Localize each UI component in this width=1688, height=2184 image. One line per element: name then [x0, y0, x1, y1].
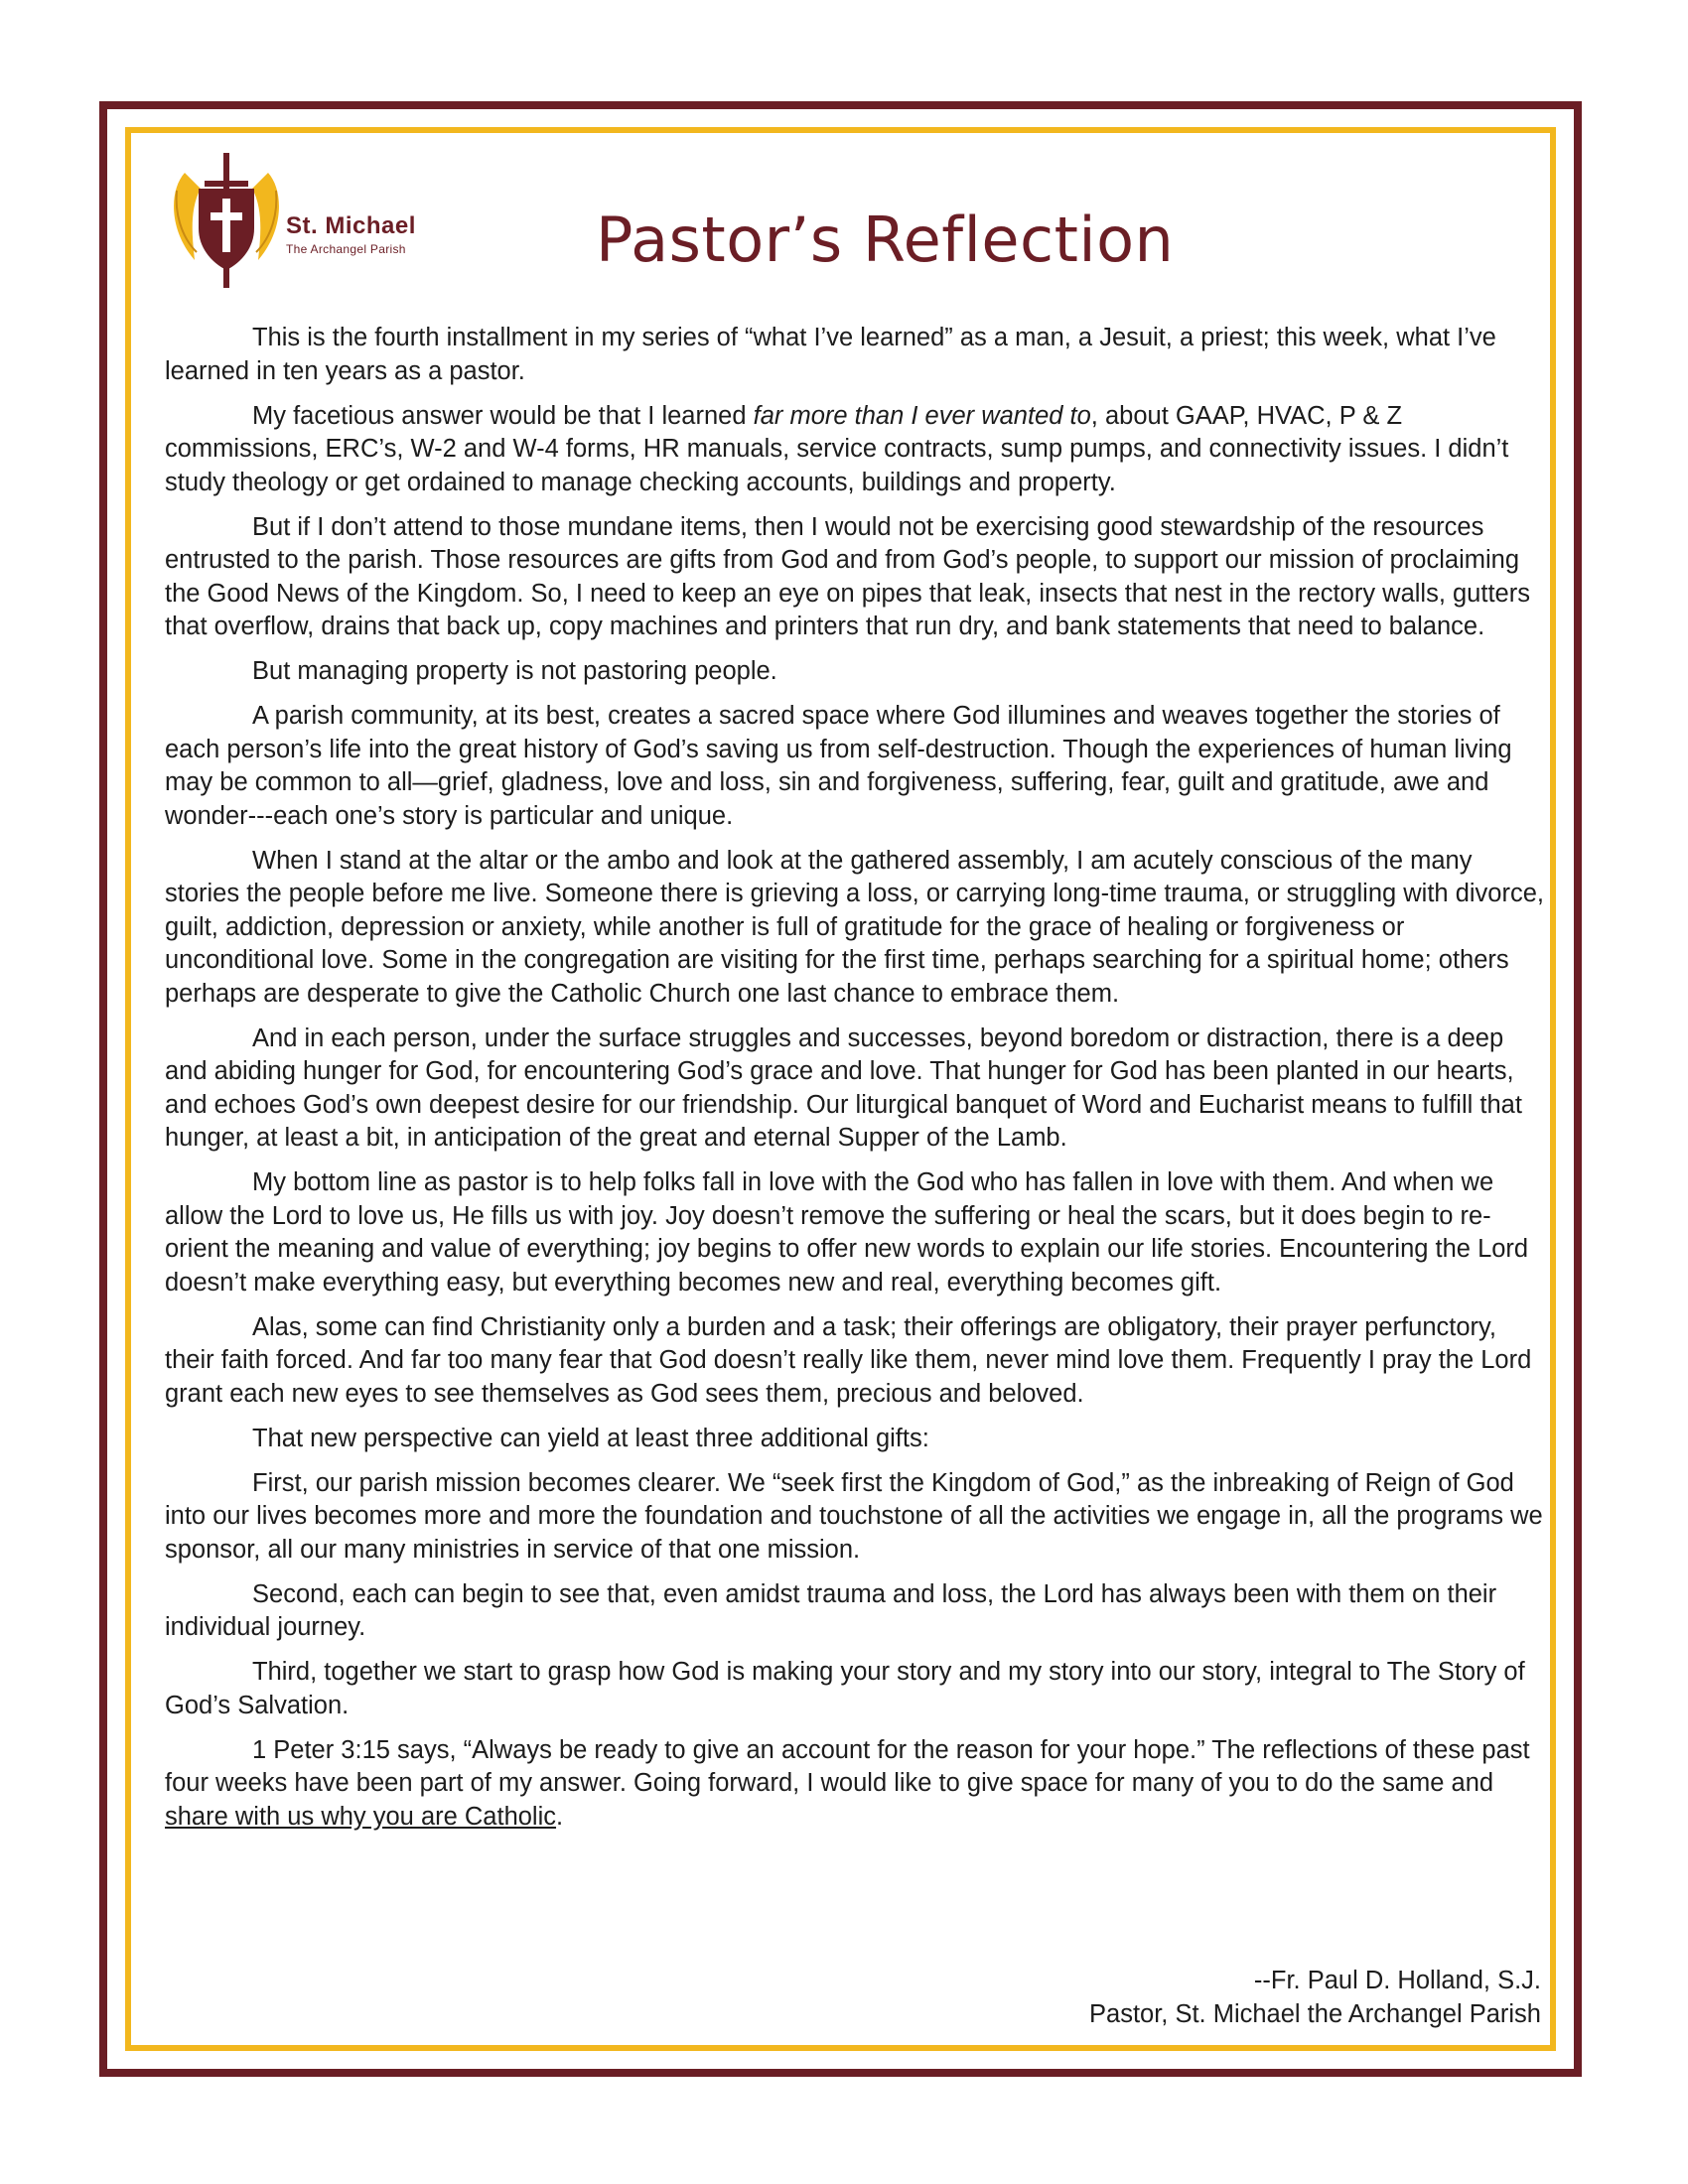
paragraph-2-end: , about GAAP, HVAC, P & Z commissions, ERC’s, W-2 and W-4 forms, HR manuals, service contracts, sump pumps, and connectivity issues. I didn’t study theology or get ordained to manage checking accounts, buildings and property.: [165, 401, 1509, 496]
paragraph-5: A parish community, at its best, creates a sacred space where God illumines and weaves together the stories of each person’s life into the great history of God’s saving us from self-destruction. Though the experiences of human living may be common to all—grief, gladness, love and loss, sin and forgiveness, suffering, fear, guilt and gratitude, awe and wonder---each one’s story is particular and unique.: [165, 702, 1512, 830]
page-title: Pastor’s Reflection: [596, 204, 1175, 276]
paragraph-14-end: .: [556, 1802, 564, 1831]
share-why-catholic-link[interactable]: share with us why you are Catholic: [165, 1802, 557, 1831]
paragraph-2-start: My facetious answer would be that I learned: [252, 401, 754, 430]
reflection-body: [165, 322, 1545, 1845]
paragraph-14-start: 1 Peter 3:15 says, “Always be ready to give an account for the reason for your hope.” The reflections of these past four weeks have been part of my answer. Going forward, I would like to give space for many of you to do the same and: [165, 1735, 1530, 1797]
paragraph-9: Alas, some can find Christianity only a burden and a task; their offerings are obligatory, their prayer perfunctory, their faith forced. And far too many fear that God doesn’t really like them, never mind love them. Frequently I pray the Lord grant each new eyes to see themselves as God sees them, precious and beloved.: [165, 1312, 1532, 1408]
paragraph-3: But if I don’t attend to those mundane items, then I would not be exercising good stewardship of the resources entrusted to the parish. Those resources are gifts from God and from God’s people, to support our mission of proclaiming the Good News of the Kingdom. So, I need to keep an eye on pipes that leak, insects that nest in the rectory walls, gutters that overflow, drains that back up, copy machines and printers that run dry, and bank statements that need to balance.: [165, 512, 1530, 640]
shield-sword-wings-icon: [167, 151, 286, 290]
paragraph-7: And in each person, under the surface struggles and successes, beyond boredom or distraction, there is a deep and abiding hunger for God, for encountering God’s grace and love. That hunger for God has been planted in our hearts, and echoes God’s own deepest desire for our friendship. Our liturgical banquet of Word and Eucharist means to fulfill that hunger, at least a bit, in anticipation of the great and eternal Supper of the Lamb.: [165, 1024, 1522, 1152]
paragraph-10: That new perspective can yield at least three additional gifts:: [252, 1424, 929, 1452]
paragraph-2: [165, 400, 1545, 500]
paragraph-6: When I stand at the altar or the ambo and look at the gathered assembly, I am acutely conscious of the many stories the people before me live. Someone there is grieving a loss, or carrying long-time trauma, or struggling with divorce, guilt, addiction, depression or anxiety, while another is full of gratitude for the grace of healing or forgiveness or unconditional love. Some in the congregation are visiting for the first time, perhaps searching for a spiritual home; others perhaps are desperate to give the Catholic Church one last chance to embrace them.: [165, 846, 1544, 1008]
paragraph-2-italic: far more than I ever wanted to: [753, 401, 1091, 430]
paragraph-11: First, our parish mission becomes clearer. We “seek first the Kingdom of God,” as the inbreaking of Reign of God into our lives becomes more and more the foundation and touchstone of all the activities we engage in, all the programs we sponsor, all our many ministries in service of that one mission.: [165, 1468, 1543, 1564]
signature-role: Pastor, St. Michael the Archangel Parish: [1089, 2000, 1541, 2028]
paragraph-14: [165, 1734, 1545, 1835]
paragraph-8: My bottom line as pastor is to help folks fall in love with the God who has fallen in love with them. And when we allow the Lord to love us, He fills us with joy. Joy doesn’t remove the suffering or heal the scars, but it does begin to re-orient the meaning and value of everything; joy begins to offer new words to explain our life stories. Encountering the Lord doesn’t make everything easy, but everything becomes new and real, everything becomes gift.: [165, 1168, 1529, 1297]
parish-logo: [167, 151, 465, 290]
logo-name: St. Michael: [286, 212, 416, 239]
paragraph-4: But managing property is not pastoring people.: [252, 657, 777, 685]
signature-name: --Fr. Paul D. Holland, S.J.: [1253, 1967, 1541, 1994]
logo-subtitle: The Archangel Parish: [286, 242, 406, 256]
signature: [1089, 1964, 1541, 2031]
paragraph-1: This is the fourth installment in my series of “what I’ve learned” as a man, a Jesuit, a priest; this week, what I’ve learned in ten years as a pastor.: [165, 324, 1496, 385]
paragraph-12: Second, each can begin to see that, even amidst trauma and loss, the Lord has always been with them on their individual journey.: [165, 1579, 1497, 1641]
paragraph-13: Third, together we start to grasp how God is making your story and my story into our story, integral to The Story of God’s Salvation.: [165, 1658, 1525, 1719]
